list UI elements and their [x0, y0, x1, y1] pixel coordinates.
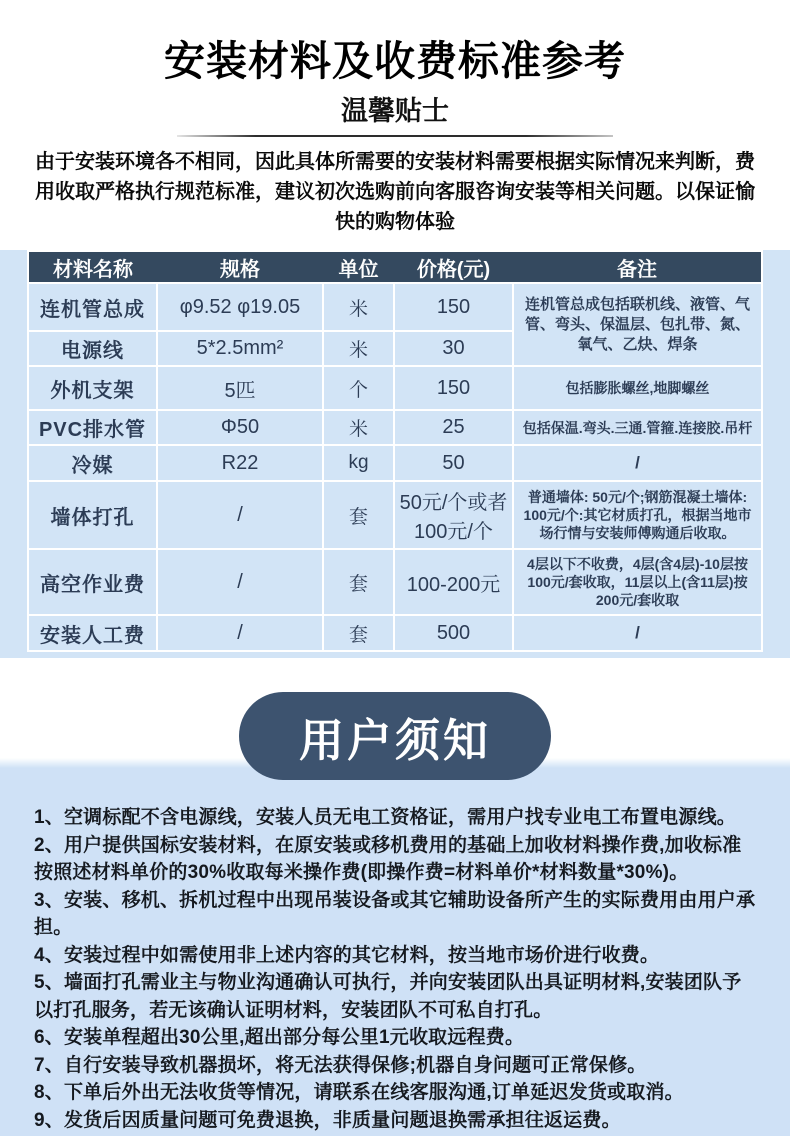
cell-spec: 5匹: [157, 366, 323, 410]
cell-price: 30: [394, 331, 513, 366]
cell-name: 冷媒: [28, 445, 157, 481]
table-row: [28, 283, 762, 331]
cell-remark: 普通墙体: 50元/个;钢筋混凝土墙体: 100元/个:其它材质打孔，根据当地市场行情与安装师傅购通后收取。: [513, 481, 762, 549]
cell-price: 150: [394, 283, 513, 331]
cell-price: 50: [394, 445, 513, 481]
table-row: [28, 410, 762, 445]
cell-price: 150: [394, 366, 513, 410]
cell-spec: /: [157, 549, 323, 615]
cell-price: 25: [394, 410, 513, 445]
cell-unit: 米: [323, 283, 394, 331]
table-header-row: [28, 251, 762, 283]
page-title: 安装材料及收费标准参考: [164, 38, 626, 84]
cell-name: 连机管总成: [28, 283, 157, 331]
notice-list: [0, 780, 790, 1134]
cell-unit: 米: [323, 331, 394, 366]
table-row: [28, 615, 762, 651]
subtitle-warm-tips: 温馨贴士: [341, 96, 449, 126]
table-row: [28, 549, 762, 615]
notice-item-2: 2、用户提供国标安装材料，在原安装或移机费用的基础上加收材料操作费,加收标准按照述材料单价的30%收取每米操作费(即操作费=材料单价*材料数量*30%)。: [34, 834, 742, 883]
col-header-price: 价格(元): [394, 251, 513, 283]
intro-text: 由于安装环境各不相同，因此具体所需要的安装材料需要根据实际情况来判断，费用收取严格执行规范标准，建议初次选购前向客服咨询安装等相关问题。以保证愉快的购物体验: [35, 151, 755, 233]
cell-remark: /: [513, 445, 762, 481]
cell-unit: 套: [323, 481, 394, 549]
table-row: [28, 445, 762, 481]
table-row: [28, 366, 762, 410]
table-row: [28, 481, 762, 549]
header-section: [0, 0, 790, 240]
col-header-unit: 单位: [323, 251, 394, 283]
cell-spec: /: [157, 615, 323, 651]
cell-spec: /: [157, 481, 323, 549]
cell-name: 墙体打孔: [28, 481, 157, 549]
cell-name: 电源线: [28, 331, 157, 366]
cell-remark: 包括膨胀螺丝,地脚螺丝: [513, 366, 762, 410]
cell-name: 安装人工费: [28, 615, 157, 651]
cell-name: 外机支架: [28, 366, 157, 410]
divider-line: [177, 135, 613, 137]
cell-spec: φ9.52 φ19.05: [157, 283, 323, 331]
cell-remark: /: [513, 615, 762, 651]
user-notice-badge-label: 用户须知: [298, 714, 491, 766]
cell-name: PVC排水管: [28, 410, 157, 445]
cell-unit: kg: [323, 445, 394, 481]
col-header-remark: 备注: [513, 251, 762, 283]
cell-remark: 包括保温.弯头.三通.管箍.连接胶.吊杆: [513, 410, 762, 445]
notice-item-5: 5、墙面打孔需业主与物业沟通确认可执行，并向安装团队出具证明材料,安装团队予以打孔服务，若无该确认证明材料，安装团队不可私自打孔。: [34, 972, 742, 1021]
cell-unit: 米: [323, 410, 394, 445]
notice-item-7: 7、自行安装导致机器损坏，将无法获得保修;机器自身问题可正常保修。: [34, 1054, 647, 1076]
col-header-material: 材料名称: [28, 251, 157, 283]
notice-item-9: 9、发货后因质量问题可免费退换，非质量问题退换需承担往返运费。: [34, 1109, 621, 1131]
notice-item-4: 4、安装过程中如需使用非上述内容的其它材料，按当地市场价进行收费。: [34, 944, 660, 966]
col-header-spec: 规格: [157, 251, 323, 283]
notice-item-1: 1、空调标配不含电源线，安装人员无电工资格证，需用户找专业电工布置电源线。: [34, 807, 736, 828]
notice-item-8: 8、下单后外出无法收货等情况，请联系在线客服沟通,订单延迟发货或取消。: [34, 1082, 684, 1103]
cell-spec: 5*2.5mm²: [157, 331, 323, 366]
cell-unit: 套: [323, 615, 394, 651]
cell-remark: 4层以下不收费，4层(含4层)-10层按100元/套收取，11层以上(含11层)按200元/套收取: [513, 549, 762, 615]
cell-name: 高空作业费: [28, 549, 157, 615]
cell-price: 500: [394, 615, 513, 651]
fee-table: [27, 250, 763, 652]
cell-price: 50元/个或者100元/个: [394, 481, 513, 549]
cell-unit: 套: [323, 549, 394, 615]
cell-remark: 连机管总成包括联机线、液管、气管、弯头、保温层、包扎带、氮、氧气、乙炔、焊条: [513, 283, 762, 366]
cell-spec: Φ50: [157, 410, 323, 445]
user-notice-badge: [239, 692, 551, 780]
cell-unit: 个: [323, 366, 394, 410]
notice-item-3: 3、安装、移机、拆机过程中出现吊装设备或其它辅助设备所产生的实际费用由用户承担。: [34, 889, 756, 938]
notice-item-6: 6、安装单程超出30公里,超出部分每公里1元收取远程费。: [34, 1027, 525, 1048]
cell-spec: R22: [157, 445, 323, 481]
cell-price: 100-200元: [394, 549, 513, 615]
fee-table-section: [0, 250, 790, 658]
user-notice-section: [0, 692, 790, 1136]
